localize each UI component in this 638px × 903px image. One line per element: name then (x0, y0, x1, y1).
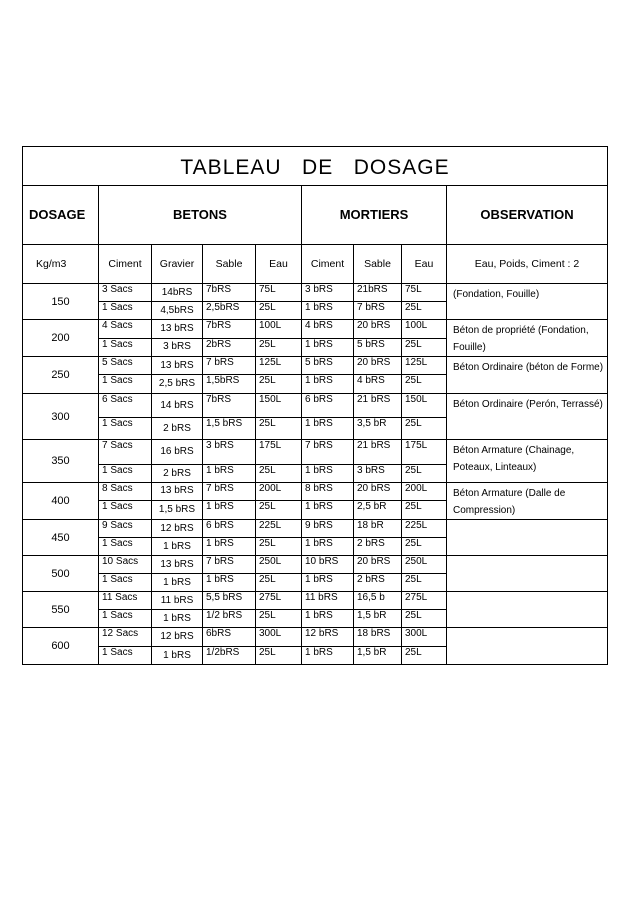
cell-ciment: 3 Sacs (99, 284, 152, 302)
unit-mortier-eau: Eau (402, 245, 447, 284)
cell-eau: 25L (256, 465, 302, 483)
cell-mortier-eau: 300L (402, 628, 447, 647)
cell-eau: 25L (256, 418, 302, 440)
cell-sable: 7bRS (203, 394, 256, 418)
dosage-value: 300 (23, 394, 99, 440)
cell-gravier: 1 bRS (152, 647, 203, 665)
header-mortiers: MORTIERS (302, 186, 447, 245)
unit-kgm3: Kg/m3 (23, 245, 99, 284)
cell-mortier-ciment: 1 bRS (302, 418, 354, 440)
cell-mortier-ciment: 1 bRS (302, 375, 354, 394)
cell-eau: 25L (256, 338, 302, 357)
cell-mortier-ciment: 5 bRS (302, 357, 354, 375)
header-dosage: DOSAGE (23, 186, 99, 245)
cell-mortier-eau: 25L (402, 500, 447, 519)
cell-mortier-ciment: 7 bRS (302, 440, 354, 465)
table-row (23, 440, 608, 465)
dosage-table (22, 146, 608, 665)
cell-sable: 2bRS (203, 338, 256, 357)
cell-mortier-eau: 25L (402, 574, 447, 592)
cell-mortier-eau: 25L (402, 465, 447, 483)
cell-mortier-eau: 75L (402, 284, 447, 302)
cell-mortier-sable: 20 bRS (354, 556, 402, 574)
cell-eau: 175L (256, 440, 302, 465)
table-row (23, 592, 608, 610)
cell-mortier-eau: 100L (402, 320, 447, 339)
cell-eau: 75L (256, 284, 302, 302)
cell-eau: 100L (256, 320, 302, 339)
cell-gravier: 1,5 bRS (152, 500, 203, 519)
cell-gravier: 1 bRS (152, 610, 203, 628)
cell-mortier-sable: 3 bRS (354, 465, 402, 483)
cell-mortier-sable: 5 bRS (354, 338, 402, 357)
cell-sable: 1 bRS (203, 465, 256, 483)
cell-mortier-ciment: 12 bRS (302, 628, 354, 647)
cell-eau: 200L (256, 483, 302, 501)
cell-mortier-sable: 1,5 bR (354, 610, 402, 628)
cell-mortier-ciment: 4 bRS (302, 320, 354, 339)
cell-mortier-eau: 175L (402, 440, 447, 465)
cell-eau: 275L (256, 592, 302, 610)
cell-ciment: 10 Sacs (99, 556, 152, 574)
cell-sable: 7 bRS (203, 556, 256, 574)
cell-mortier-eau: 25L (402, 302, 447, 320)
table-row (23, 556, 608, 574)
cell-mortier-ciment: 1 bRS (302, 538, 354, 556)
cell-eau: 25L (256, 647, 302, 665)
table-row (23, 357, 608, 375)
cell-mortier-sable: 20 bRS (354, 357, 402, 375)
header-observation: OBSERVATION (447, 186, 608, 245)
cell-mortier-eau: 225L (402, 520, 447, 538)
cell-mortier-eau: 25L (402, 610, 447, 628)
table-title: TABLEAU DE DOSAGE (23, 147, 608, 186)
unit-gravier: Gravier (152, 245, 203, 284)
dosage-value: 200 (23, 320, 99, 357)
cell-mortier-sable: 2 bRS (354, 574, 402, 592)
cell-mortier-ciment: 1 bRS (302, 338, 354, 357)
cell-mortier-ciment: 6 bRS (302, 394, 354, 418)
header-betons: BETONS (99, 186, 302, 245)
cell-mortier-sable: 21 bRS (354, 440, 402, 465)
cell-mortier-eau: 125L (402, 357, 447, 375)
cell-ciment: 1 Sacs (99, 418, 152, 440)
dosage-value: 450 (23, 520, 99, 556)
cell-gravier: 4,5bRS (152, 302, 203, 320)
observation-text: Béton Ordinaire (béton de Forme) (447, 357, 608, 394)
cell-mortier-sable: 2,5 bR (354, 500, 402, 519)
table-row (23, 520, 608, 538)
cell-gravier: 1 bRS (152, 574, 203, 592)
observation-text (447, 592, 608, 628)
cell-sable: 1,5 bRS (203, 418, 256, 440)
unit-observation: Eau, Poids, Ciment : 2 (447, 245, 608, 284)
dosage-value: 400 (23, 483, 99, 520)
observation-text (447, 628, 608, 665)
cell-ciment: 12 Sacs (99, 628, 152, 647)
cell-mortier-ciment: 3 bRS (302, 284, 354, 302)
cell-ciment: 6 Sacs (99, 394, 152, 418)
dosage-value: 150 (23, 284, 99, 320)
cell-ciment: 4 Sacs (99, 320, 152, 339)
observation-text (447, 520, 608, 556)
cell-mortier-eau: 275L (402, 592, 447, 610)
cell-mortier-ciment: 8 bRS (302, 483, 354, 501)
cell-eau: 25L (256, 302, 302, 320)
dosage-value: 500 (23, 556, 99, 592)
observation-text (447, 556, 608, 592)
cell-mortier-eau: 25L (402, 647, 447, 665)
cell-ciment: 1 Sacs (99, 375, 152, 394)
cell-eau: 25L (256, 500, 302, 519)
dosage-value: 550 (23, 592, 99, 628)
cell-mortier-sable: 21 bRS (354, 394, 402, 418)
cell-ciment: 1 Sacs (99, 574, 152, 592)
cell-gravier: 2,5 bRS (152, 375, 203, 394)
cell-sable: 7bRS (203, 320, 256, 339)
cell-gravier: 13 bRS (152, 357, 203, 375)
unit-eau: Eau (256, 245, 302, 284)
cell-sable: 1,5bRS (203, 375, 256, 394)
cell-mortier-ciment: 1 bRS (302, 647, 354, 665)
cell-sable: 7 bRS (203, 357, 256, 375)
cell-mortier-ciment: 10 bRS (302, 556, 354, 574)
cell-mortier-sable: 7 bRS (354, 302, 402, 320)
cell-mortier-eau: 25L (402, 538, 447, 556)
observation-text: Béton Armature (Dalle de Compression) (447, 483, 608, 520)
cell-eau: 25L (256, 375, 302, 394)
cell-eau: 25L (256, 538, 302, 556)
cell-mortier-eau: 150L (402, 394, 447, 418)
cell-gravier: 11 bRS (152, 592, 203, 610)
cell-eau: 25L (256, 610, 302, 628)
observation-text: Béton Ordinaire (Perón, Terrassé) (447, 394, 608, 440)
observation-text: Béton Armature (Chainage, Poteaux, Linteaux) (447, 440, 608, 483)
cell-ciment: 1 Sacs (99, 302, 152, 320)
cell-gravier: 3 bRS (152, 338, 203, 357)
table-row (23, 394, 608, 418)
cell-mortier-sable: 4 bRS (354, 375, 402, 394)
cell-mortier-sable: 21bRS (354, 284, 402, 302)
cell-mortier-sable: 18 bR (354, 520, 402, 538)
cell-sable: 1 bRS (203, 500, 256, 519)
table-row (23, 628, 608, 647)
cell-mortier-sable: 20 bRS (354, 483, 402, 501)
observation-text: Béton de propriété (Fondation, Fouille) (447, 320, 608, 357)
cell-mortier-ciment: 1 bRS (302, 500, 354, 519)
table-row (23, 284, 608, 302)
cell-gravier: 2 bRS (152, 418, 203, 440)
cell-ciment: 1 Sacs (99, 610, 152, 628)
cell-sable: 7 bRS (203, 483, 256, 501)
cell-mortier-sable: 2 bRS (354, 538, 402, 556)
cell-mortier-ciment: 9 bRS (302, 520, 354, 538)
unit-ciment: Ciment (99, 245, 152, 284)
cell-mortier-eau: 200L (402, 483, 447, 501)
cell-gravier: 14bRS (152, 284, 203, 302)
cell-gravier: 12 bRS (152, 628, 203, 647)
cell-mortier-sable: 20 bRS (354, 320, 402, 339)
cell-eau: 225L (256, 520, 302, 538)
cell-sable: 1 bRS (203, 538, 256, 556)
observation-text: (Fondation, Fouille) (447, 284, 608, 320)
cell-mortier-ciment: 1 bRS (302, 610, 354, 628)
cell-sable: 1/2bRS (203, 647, 256, 665)
cell-ciment: 11 Sacs (99, 592, 152, 610)
cell-gravier: 13 bRS (152, 320, 203, 339)
cell-gravier: 13 bRS (152, 556, 203, 574)
unit-mortier-ciment: Ciment (302, 245, 354, 284)
cell-ciment: 1 Sacs (99, 465, 152, 483)
cell-sable: 6bRS (203, 628, 256, 647)
table-row (23, 320, 608, 339)
cell-mortier-ciment: 1 bRS (302, 302, 354, 320)
cell-mortier-ciment: 1 bRS (302, 465, 354, 483)
dosage-value: 350 (23, 440, 99, 483)
dosage-value: 250 (23, 357, 99, 394)
cell-mortier-sable: 18 bRS (354, 628, 402, 647)
cell-eau: 125L (256, 357, 302, 375)
cell-mortier-ciment: 1 bRS (302, 574, 354, 592)
cell-eau: 250L (256, 556, 302, 574)
cell-gravier: 14 bRS (152, 394, 203, 418)
cell-ciment: 1 Sacs (99, 338, 152, 357)
cell-mortier-sable: 1,5 bR (354, 647, 402, 665)
cell-ciment: 7 Sacs (99, 440, 152, 465)
cell-eau: 300L (256, 628, 302, 647)
cell-gravier: 12 bRS (152, 520, 203, 538)
cell-sable: 7bRS (203, 284, 256, 302)
cell-ciment: 9 Sacs (99, 520, 152, 538)
cell-eau: 25L (256, 574, 302, 592)
cell-ciment: 8 Sacs (99, 483, 152, 501)
cell-ciment: 1 Sacs (99, 647, 152, 665)
cell-sable: 3 bRS (203, 440, 256, 465)
cell-mortier-eau: 25L (402, 418, 447, 440)
unit-mortier-sable: Sable (354, 245, 402, 284)
cell-sable: 6 bRS (203, 520, 256, 538)
table-row (23, 483, 608, 501)
cell-gravier: 1 bRS (152, 538, 203, 556)
cell-ciment: 5 Sacs (99, 357, 152, 375)
unit-sable: Sable (203, 245, 256, 284)
cell-gravier: 2 bRS (152, 465, 203, 483)
cell-gravier: 16 bRS (152, 440, 203, 465)
cell-gravier: 13 bRS (152, 483, 203, 501)
dosage-value: 600 (23, 628, 99, 665)
cell-mortier-eau: 250L (402, 556, 447, 574)
cell-mortier-ciment: 11 bRS (302, 592, 354, 610)
cell-mortier-eau: 25L (402, 375, 447, 394)
cell-ciment: 1 Sacs (99, 538, 152, 556)
cell-ciment: 1 Sacs (99, 500, 152, 519)
cell-sable: 1/2 bRS (203, 610, 256, 628)
cell-mortier-sable: 16,5 b (354, 592, 402, 610)
cell-sable: 1 bRS (203, 574, 256, 592)
cell-eau: 150L (256, 394, 302, 418)
cell-mortier-eau: 25L (402, 338, 447, 357)
cell-sable: 2,5bRS (203, 302, 256, 320)
cell-sable: 5,5 bRS (203, 592, 256, 610)
cell-mortier-sable: 3,5 bR (354, 418, 402, 440)
